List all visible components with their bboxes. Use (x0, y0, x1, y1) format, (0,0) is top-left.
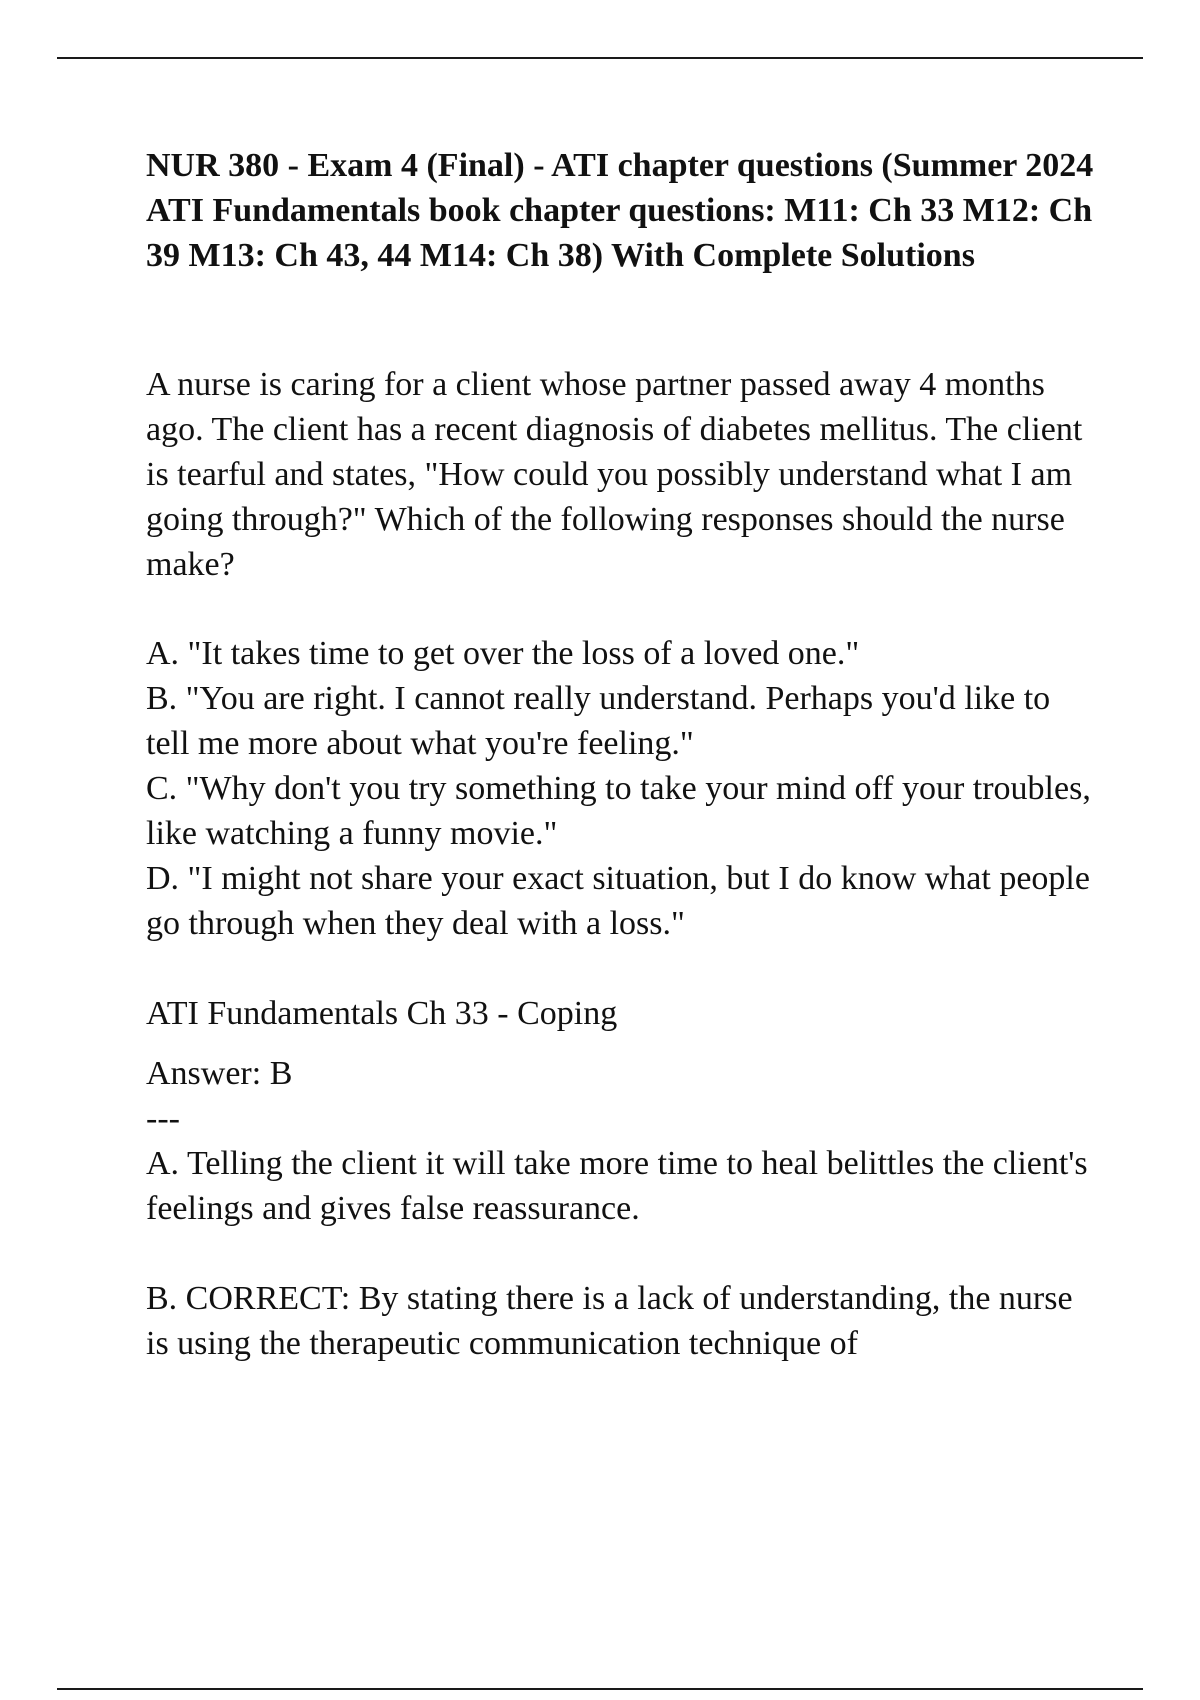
answer-options (146, 631, 1096, 946)
option-b: B. "You are right. I cannot really understand. Perhaps you'd like to tell me more about what you're feeling." (146, 680, 1051, 762)
chapter-topic: ATI Fundamentals Ch 33 - Coping (146, 995, 618, 1032)
answer-key: Answer: B (146, 1055, 293, 1092)
option-d: D. "I might not share your exact situation, but I do know what people go through when they deal with a loss." (146, 860, 1090, 942)
rationale-a: A. Telling the client it will take more time to heal belittles the client's feelings and gives false reassurance. (146, 1145, 1088, 1227)
option-c: C. "Why don't you try something to take your mind off your troubles, like watching a funny movie." (146, 770, 1091, 852)
top-divider (57, 57, 1143, 59)
bottom-divider (57, 1688, 1143, 1690)
answer-separator: --- (146, 1100, 180, 1137)
option-a: A. "It takes time to get over the loss of a loved one." (146, 635, 860, 672)
page-content (146, 143, 1096, 1366)
rationale-b: B. CORRECT: By stating there is a lack of understanding, the nurse is using the therapeutic communication technique of (146, 1280, 1073, 1362)
question-stem: A nurse is caring for a client whose partner passed away 4 months ago. The client has a recent diagnosis of diabetes mellitus. The client is tearful and states, "How could you possibly understand what I am going through?" Which of the following responses should the nurse make? (146, 366, 1083, 583)
document-title: NUR 380 - Exam 4 (Final) - ATI chapter questions (Summer 2024 ATI Fundamentals book chapter questions: M11: Ch 33 M12: Ch 39 M13: Ch 43, 44 M14: Ch 38) With Complete Solutions (146, 147, 1094, 274)
